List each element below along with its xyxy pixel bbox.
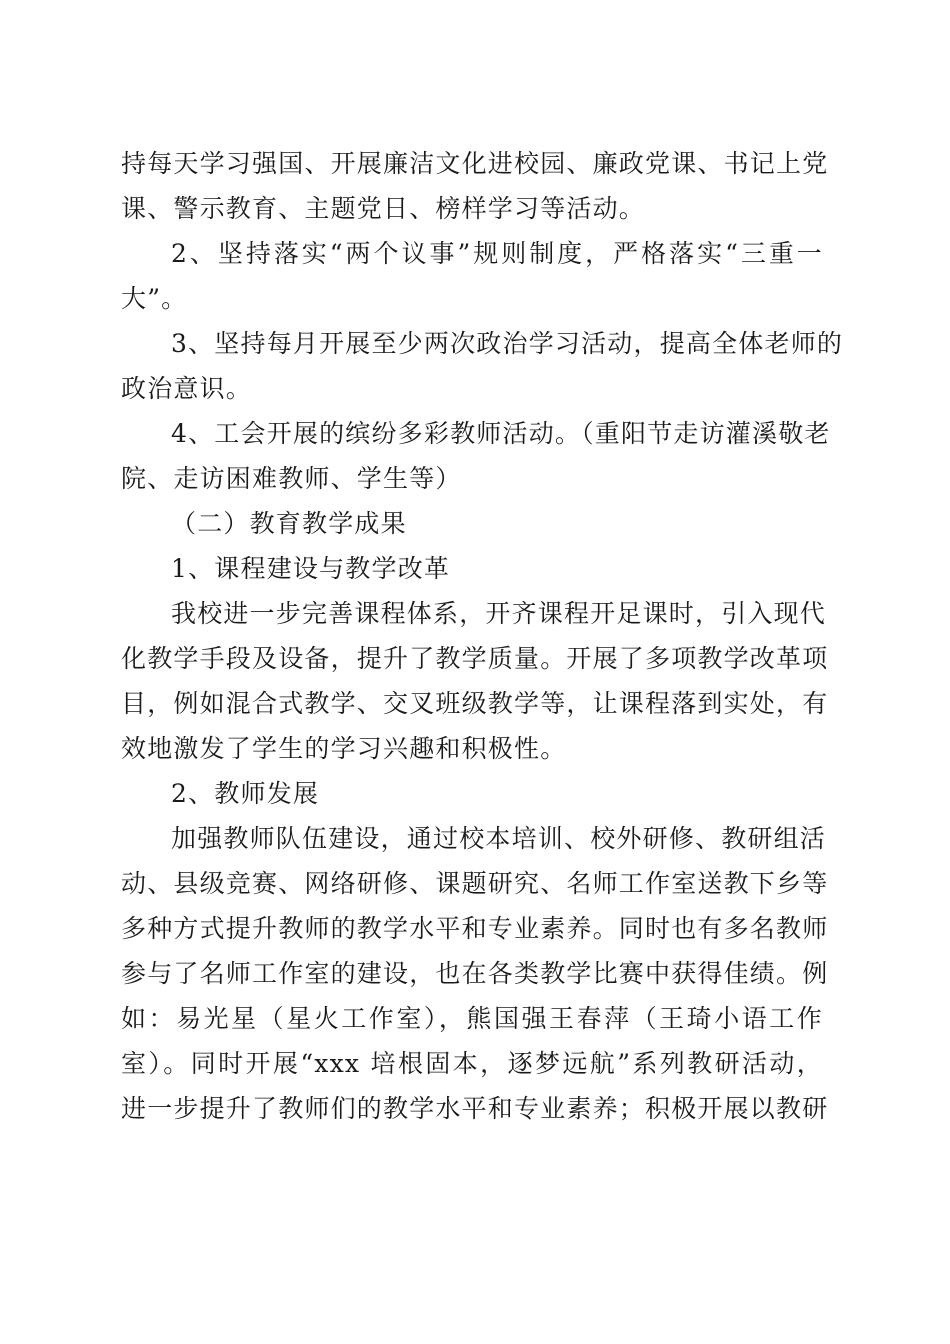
text-line: 大”。	[121, 284, 188, 313]
list-item-2: 2、坚持落实“两个议事”规则制度，严格落实“三重一	[171, 239, 823, 268]
text-line: 进一步提升了教师们的教学水平和专业素养；积极开展以教研	[121, 1094, 829, 1123]
body-text	[121, 141, 844, 1131]
text-line: 参与了名师工作室的建设，也在各类教学比赛中获得佳绩。例	[121, 959, 829, 988]
list-item-4: 4、工会开展的缤纷多彩教师活动。（重阳节走访灌溪敬老	[171, 419, 831, 448]
text-line: 目，例如混合式教学、交叉班级教学等，让课程落到实处，有	[121, 689, 829, 718]
text-line: 室）。同时开展“xxx 培根固本，逐梦远航”系列教研活动，	[121, 1049, 823, 1078]
text-line: 课、警示教育、主题党日、榜样学习等活动。	[121, 194, 646, 223]
text-line: 如：易光星（星火工作室），熊国强王春萍（王琦小语工作	[121, 1004, 823, 1033]
text-line: 持每天学习强国、开展廉洁文化进校园、廉政党课、书记上党	[121, 149, 829, 178]
paragraph-start: 加强教师队伍建设，通过校本培训、校外研修、教研组活	[171, 824, 827, 853]
text-line: 多种方式提升教师的教学水平和专业素养。同时也有多名教师	[121, 914, 829, 943]
subsection-heading: 1、课程建设与教学改革	[171, 554, 451, 583]
list-item-3: 3、坚持每月开展至少两次政治学习活动，提高全体老师的	[171, 329, 844, 358]
paragraph-start: 我校进一步完善课程体系，开齐课程开足课时，引入现代	[171, 599, 827, 628]
text-line: 动、县级竞赛、网络研修、课题研究、名师工作室送教下乡等	[121, 869, 829, 898]
text-line: 化教学手段及设备，提升了教学质量。开展了多项教学改革项	[121, 644, 829, 673]
text-line: 院、走访困难教师、学生等）	[121, 464, 462, 493]
text-line: 政治意识。	[121, 374, 253, 403]
text-line: 效地激发了学生的学习兴趣和积极性。	[121, 734, 567, 763]
section-heading: （二）教育教学成果	[171, 509, 407, 538]
subsection-heading: 2、教师发展	[171, 779, 320, 808]
